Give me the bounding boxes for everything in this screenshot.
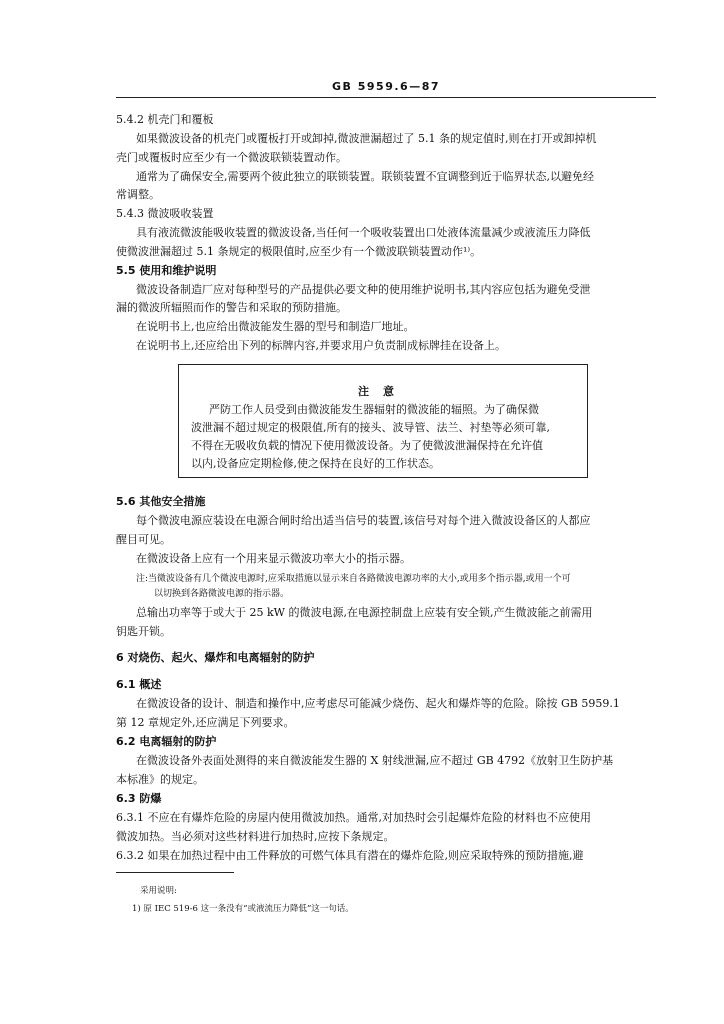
section-heading: 6.1 概述 [116,678,162,691]
paragraph-line: 在说明书上,还应给出下列的标牌内容,并要求用户负责制成标牌挂在设备上。 [136,339,506,352]
paragraph-line: 第 12 章规定外,还应满足下列要求。 [116,716,295,729]
note-line: 以切换到各路微波电源的指示器。 [154,589,290,599]
paragraph-line: 如果微波设备的机壳门或覆板打开或卸掉,微波泄漏超过了 5.1 条的规定值时,则在打开或卸掉机 [136,132,597,145]
section-heading: 6.2 电离辐射的防护 [116,735,217,748]
notice-line: 严防工作人员受到由微波能发生器辐射的微波能的辐照。为了确保微 [209,403,539,416]
section-heading: 5.4.2 机壳门和覆板 [116,113,214,126]
notice-line: 波泄漏不超过规定的极限值,所有的接头、波导管、法兰、衬垫等必须可靠, [191,421,550,434]
note-line: 注:当微波设备有几个微波电源时,应采取措施以显示来自各路微波电源功率的大小,或用多个指示器,或用一个可 [136,574,571,584]
paragraph-line: 在微波设备外表面处测得的来自微波能发生器的 X 射线泄漏,应不超过 GB 4792《放射卫生防护基 [136,754,614,767]
paragraph-line: 钥匙开锁。 [116,625,171,638]
notice-line: 以内,设备应定期检修,使之保持在良好的工作状态。 [191,457,440,470]
paragraph-line: 漏的微波所辐照而作的警告和采取的预防措施。 [116,301,347,314]
footnote-text: 1) 原 IEC 519-6 这一条没有“或液流压力降低”这一句话。 [132,904,354,914]
paragraph-line: 微波设备制造厂应对每种型号的产品提供必要文种的使用维护说明书,其内容应包括为避免受泄 [136,283,591,296]
section-heading: 6.3 防爆 [116,792,162,805]
paragraph-line: 使微波泄漏超过 5.1 条规定的极限值时,应至少有一个微波联锁装置动作¹⁾。 [116,245,482,258]
paragraph-line: 在微波设备上应有一个用来显示微波功率大小的指示器。 [136,552,411,565]
header-rule [116,97,656,98]
notice-title: 注意 [358,385,408,398]
section-heading: 5.6 其他安全措施 [116,495,206,508]
paragraph-line: 醒目可见。 [116,533,171,546]
footnote-label: 采用说明: [140,886,177,896]
paragraph-line: 微波加热。当必须对这些材料进行加热时,应按下条规定。 [116,830,395,843]
notice-box [178,364,588,478]
chapter-heading: 6 对烧伤、起火、爆炸和电离辐射的防护 [116,651,315,664]
paragraph-line: 6.3.2 如果在加热过程中由工件释放的可燃气体具有潜在的爆炸危险,则应采取特殊的预防措施,避 [116,849,584,862]
paragraph-line: 具有液流微波能吸收装置的微波设备,当任何一个吸收装置出口处液体流量减少或液流压力降低 [136,226,591,239]
standard-code-header: GB 5959.6—87 [332,80,440,93]
paragraph-line: 本标准》的规定。 [116,773,204,786]
paragraph-line: 6.3.1 不应在有爆炸危险的房屋内使用微波加热。通常,对加热时会引起爆炸危险的材料也不应使用 [116,811,591,824]
section-heading: 5.5 使用和维护说明 [116,264,217,277]
paragraph-line: 常调整。 [116,188,160,201]
paragraph-line: 在微波设备的设计、制造和操作中,应考虑尽可能减少烧伤、起火和爆炸等的危险。除按 GB 5959.1 [136,697,620,710]
paragraph-line: 每个微波电源应装设在电源合闸时给出适当信号的装置,该信号对每个进入微波设备区的人都应 [136,514,591,527]
paragraph-line: 通常为了确保安全,需要两个彼此独立的联锁装置。联锁装置不宜调整到近于临界状态,以避免经 [136,170,594,183]
footnote-rule [116,872,234,873]
paragraph-line: 在说明书上,也应给出微波能发生器的型号和制造厂地址。 [136,320,415,333]
paragraph-line: 总输出功率等于或大于 25 kW 的微波电源,在电源控制盘上应装有安全锁,产生微波能之前需用 [136,606,593,619]
section-heading: 5.4.3 微波吸收装置 [116,207,214,220]
paragraph-line: 壳门或覆板时应至少有一个微波联锁装置动作。 [116,151,347,164]
notice-line: 不得在无吸收负载的情况下使用微波设备。为了使微波泄漏保持在允许值 [191,439,543,452]
